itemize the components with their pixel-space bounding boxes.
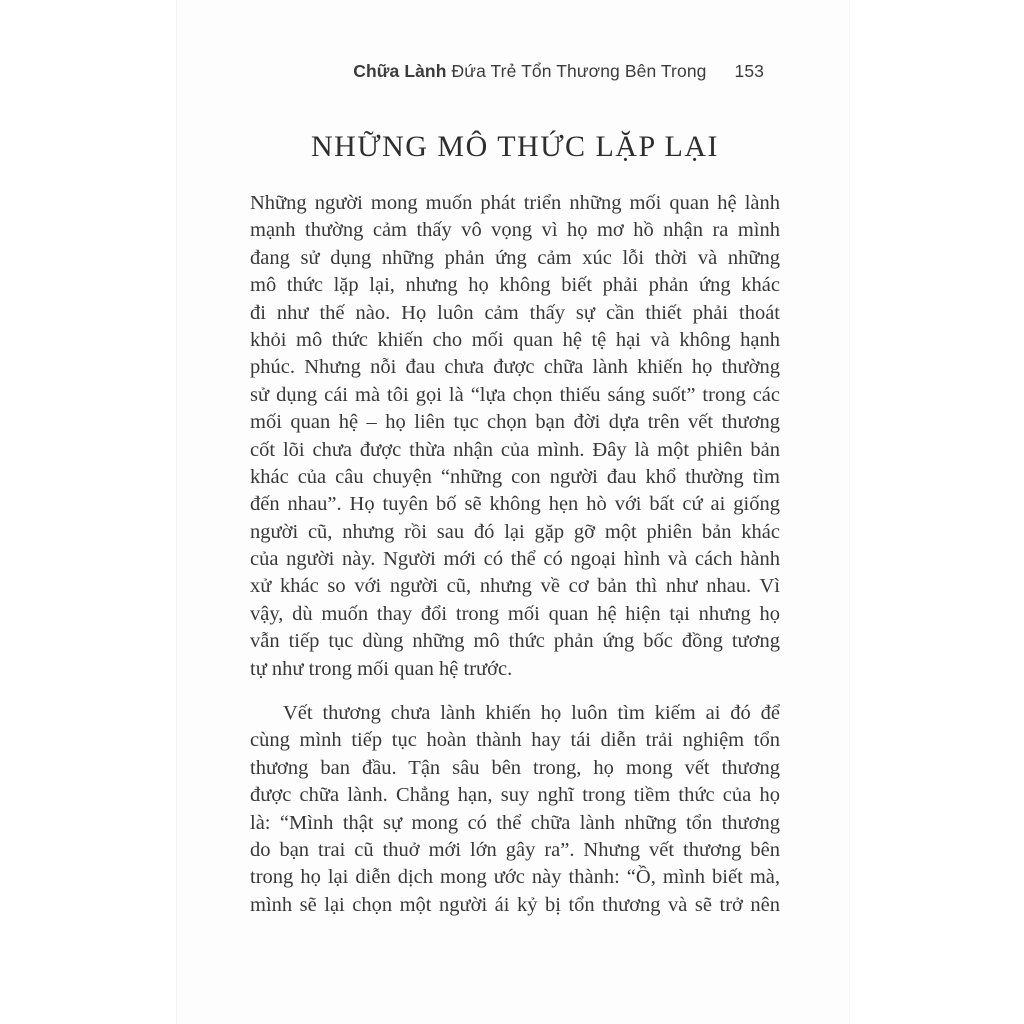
book-title-emphasis: Chữa Lành (353, 61, 447, 81)
body-line: Vết thương chưa lành khiến họ luôn tìm kiếm ai đó để (283, 702, 780, 725)
body-line: đến nhau”. Họ tuyên bố sẽ không hẹn hò với bất cứ ai giống (250, 493, 780, 516)
body-line: xử khác so với người cũ, nhưng về cơ bản thì như nhau. Vì (250, 575, 780, 598)
body-line: mạnh thường cảm thấy vô vọng vì họ mơ hồ nhận ra mình (250, 219, 780, 242)
body-line: sử dụng cái mà tôi gọi là “lựa chọn thiếu sáng suốt” trong các (250, 383, 780, 406)
body-line: mối quan hệ – họ liên tục chọn bạn đời dựa trên vết thương (250, 411, 780, 434)
body-line: trong họ lại diễn dịch mong ước này thành: “Ồ, mình biết mà, (250, 866, 780, 889)
body-line: phúc. Nhưng nỗi đau chưa được chữa lành khiến họ thường (250, 356, 780, 379)
body-line: tự như trong mối quan hệ trước. (250, 657, 513, 680)
body-line: cốt lõi chưa được thừa nhận của mình. Đây là một phiên bản (250, 438, 780, 461)
body-line: mình sẽ lại chọn một người ái kỷ bị tổn thương và sẽ trở nên (250, 893, 780, 916)
body-line: khác của câu chuyện “những con người đau khổ thường tìm (250, 465, 780, 488)
body-line: vậy, dù muốn thay đổi trong mối quan hệ hiện tại nhưng họ (250, 602, 780, 625)
body-text (250, 190, 780, 919)
book-title-rest: Đứa Trẻ Tổn Thương Bên Trong (451, 61, 707, 81)
chapter-heading: NHỮNG MÔ THỨC LẶP LẠI (310, 130, 720, 163)
body-line: do bạn trai cũ thuở mới lớn gây ra”. Nhưng vết thương bên (250, 838, 780, 861)
body-line: mô thức lặp lại, nhưng họ không biết phải phản ứng khác (250, 274, 780, 297)
body-line: thương ban đầu. Tận sâu bên trong, họ mong vết thương (250, 756, 780, 779)
running-header (250, 61, 764, 82)
body-line: người cũ, nhưng rồi sau đó lại gặp gỡ một phiên bản khác (250, 520, 780, 543)
body-line: là: “Mình thật sự mong có thể chữa lành những tổn thương (250, 811, 780, 834)
body-line: của người này. Người mới có thể có ngoại hình và cách hành (250, 548, 780, 571)
body-line: được chữa lành. Chẳng hạn, suy nghĩ trong tiềm thức của họ (250, 784, 780, 807)
page-number: 153 (734, 61, 764, 81)
body-line: Những người mong muốn phát triển những mối quan hệ lành (250, 192, 780, 214)
body-line: vẫn tiếp tục dùng những mô thức phản ứng bốc đồng tương (250, 630, 780, 653)
paragraph-1 (250, 190, 780, 683)
body-line: khỏi mô thức khiến cho mối quan hệ tệ hại và không hạnh (250, 328, 780, 351)
body-line: cùng mình tiếp tục hoàn thành hay tái diễn trải nghiệm tổn (250, 729, 780, 752)
paragraph-2 (250, 700, 780, 919)
body-line: đi như thế nào. Họ luôn cảm thấy sự cần thiết phải thoát (250, 301, 780, 324)
body-line: đang sử dụng những phản ứng cảm xúc lỗi thời và những (250, 246, 780, 269)
